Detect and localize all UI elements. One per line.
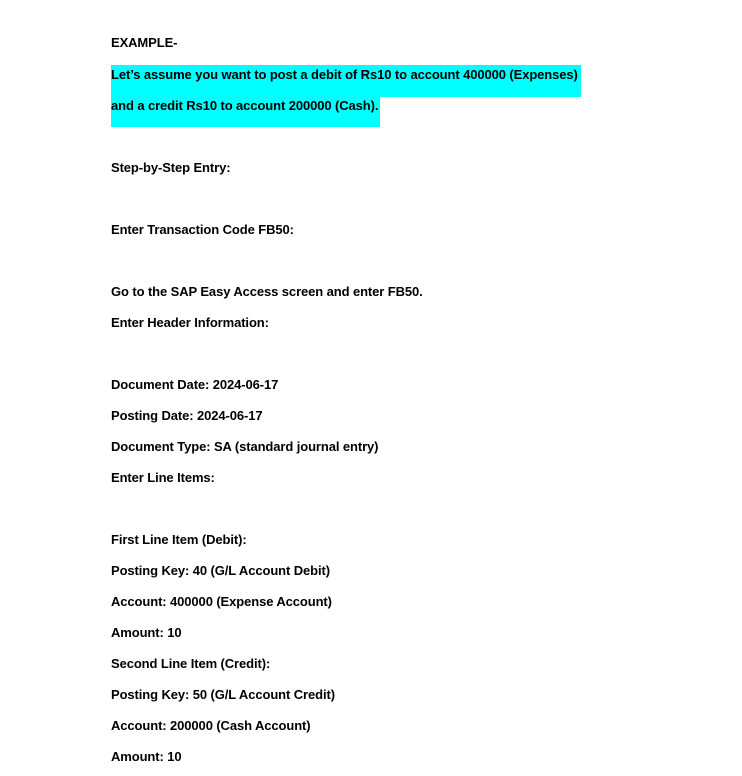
example-heading: EXAMPLE- [111,35,178,50]
intro-line-2: and a credit Rs10 to account 200000 (Cash). [111,98,379,113]
enter-header-heading: Enter Header Information: [111,315,269,330]
second-line-item-heading: Second Line Item (Credit): [111,656,271,671]
step-by-step-heading: Step-by-Step Entry: [111,160,231,175]
second-posting-key-text: Posting Key: 50 (G/L Account Credit) [111,687,335,702]
first-posting-key-text: Posting Key: 40 (G/L Account Debit) [111,563,330,578]
intro-line-1: Let’s assume you want to post a debit of Rs10 to account 400000 (Expenses) [111,67,578,82]
document-page [111,0,711,776]
enter-line-items-heading: Enter Line Items: [111,470,215,485]
go-to-sap-text: Go to the SAP Easy Access screen and enter FB50. [111,284,423,299]
posting-date-text: Posting Date: 2024-06-17 [111,408,263,423]
enter-tcode-heading: Enter Transaction Code FB50: [111,222,294,237]
first-line-item-heading: First Line Item (Debit): [111,532,247,547]
document-type-text: Document Type: SA (standard journal entry) [111,439,379,454]
second-amount-text: Amount: 10 [111,749,182,764]
document-date-text: Document Date: 2024-06-17 [111,377,279,392]
first-amount-text: Amount: 10 [111,625,182,640]
first-account-text: Account: 400000 (Expense Account) [111,594,332,609]
second-account-text: Account: 200000 (Cash Account) [111,718,311,733]
